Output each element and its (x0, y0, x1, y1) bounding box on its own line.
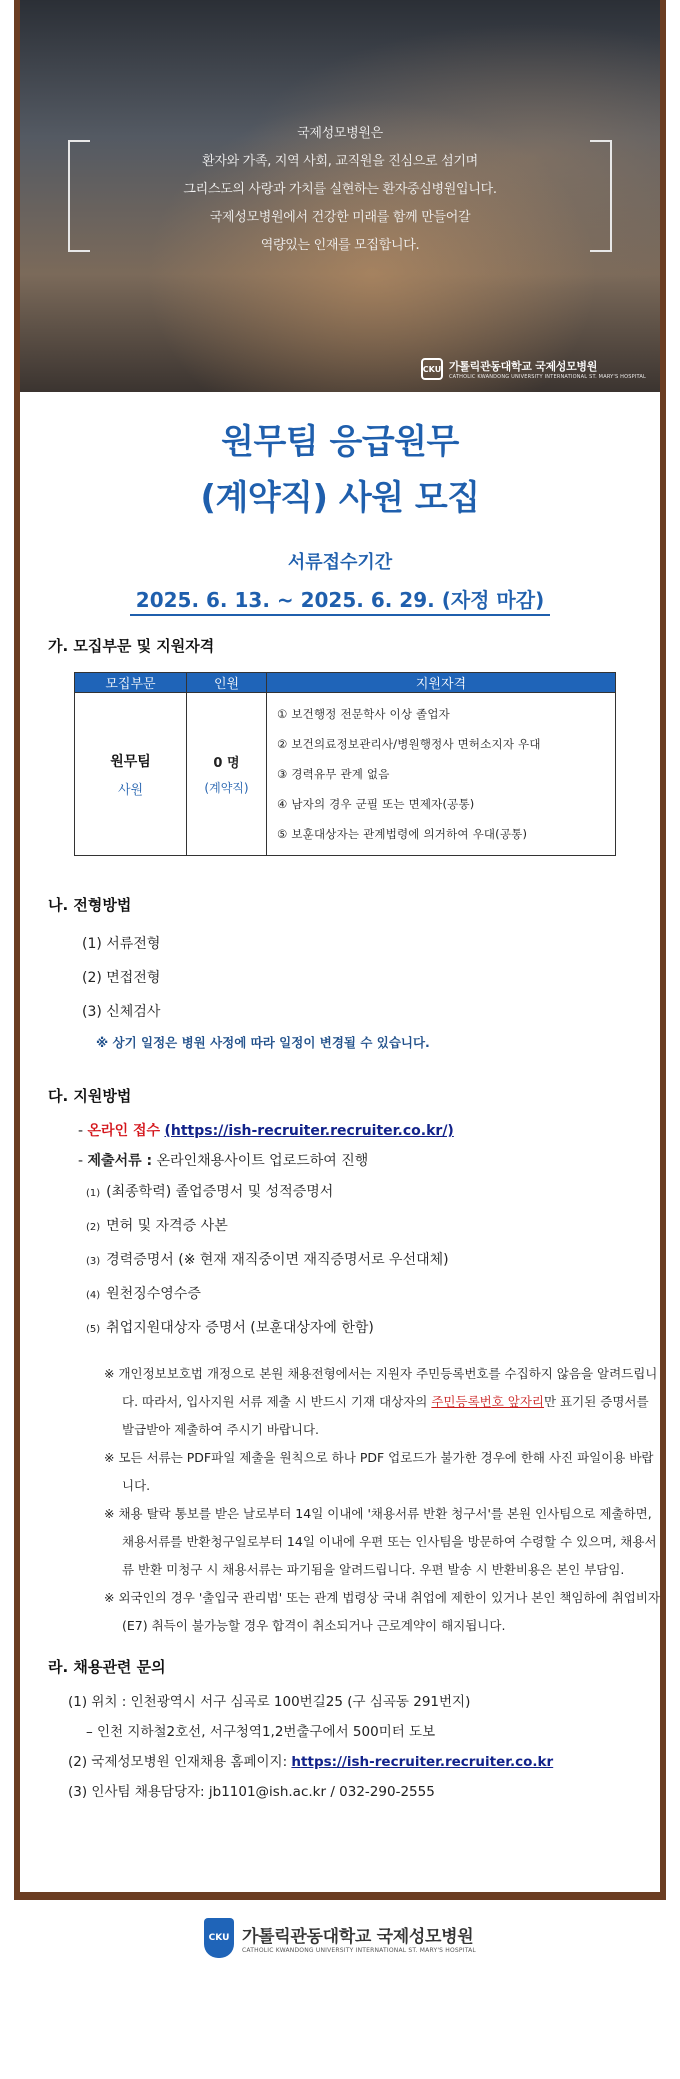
online-apply-line (78, 1116, 660, 1146)
count-value: 0 명 (213, 756, 240, 771)
dash: - (78, 1153, 88, 1169)
contact-homepage: (2) 국제성모병원 인재채용 홈페이지: https://ish-recruiter.recruiter.co.kr (68, 1754, 554, 1770)
notice-return: ※ 채용 탈락 통보를 받은 날로부터 14일 이내에 '채용서류 반환 청구서'를 본원 인사팀으로 제출하면, 채용서류를 반환청구일로부터 14일 이내에 우편 또는 인사팀을 방문하여 수령할 수 있으며, 채용서류 반환 미청구 시 채용서류는 파기됨을 알려드립니다. 우편 발송 시 반환비용은 본인 부담임. (104, 1506, 657, 1577)
period-label: 서류접수기간 (287, 552, 393, 573)
notices (104, 1360, 660, 1640)
intro-line: 그리스도의 사랑과 가치를 실현하는 환자중심병원입니다. (183, 182, 497, 197)
intro-line: 환자와 가족, 지역 사회, 교직원을 진심으로 섬기며 (202, 154, 478, 169)
document-item: (5) 취업지원대상자 증명서 (보훈대상자에 한함) (86, 1320, 374, 1336)
footer-hospital-name-en: CATHOLIC KWANDONG UNIVERSITY INTERNATIONAL ST. MARY'S HOSPITAL (242, 1947, 476, 1954)
homepage-link[interactable]: https://ish-recruiter.recruiter.co.kr (291, 1754, 554, 1770)
schedule-note: ※ 상기 일정은 병원 사정에 따라 일정이 변경될 수 있습니다. (96, 1035, 430, 1050)
footer-hospital-name: 가톨릭관동대학교 국제성모병원 (242, 1927, 474, 1947)
table-header: 지원자격 (267, 673, 616, 693)
qualification-item: ② 보건의료정보관리사/병원행정사 면허소지자 우대 (277, 737, 541, 751)
section-heading: 라. 채용관련 문의 (48, 1658, 166, 1676)
qualification-item: ④ 남자의 경우 군필 또는 면제자(공통) (277, 797, 475, 811)
qualifications-cell (267, 693, 616, 856)
online-apply-label: 온라인 접수 (87, 1123, 161, 1139)
docs-text: 온라인채용사이트 업로드하여 진행 (152, 1153, 369, 1169)
hospital-emblem-icon: CKU (204, 1918, 234, 1958)
requirements-table (74, 672, 616, 856)
document-item: (1) (최종학력) 졸업증명서 및 성적증명서 (86, 1184, 334, 1200)
dash: - (78, 1123, 88, 1139)
step-item: (3) 신체검사 (82, 1004, 161, 1020)
hero-banner (20, 0, 660, 392)
dept-name: 원무팀 (110, 753, 151, 770)
title-line: 원무팀 응급원무 (221, 422, 459, 462)
section-heading: 다. 지원방법 (48, 1087, 132, 1105)
hospital-name-en: CATHOLIC KWANDONG UNIVERSITY INTERNATIONAL ST. MARY'S HOSPITAL (448, 374, 646, 380)
period (20, 584, 660, 613)
dept-sub: 사원 (117, 782, 144, 798)
online-apply-link[interactable]: (https://ish-recruiter.recruiter.co.kr/) (164, 1123, 454, 1139)
notice-foreigner: ※ 외국인의 경우 '출입국 관리법' 또는 관계 법령상 국내 취업에 제한이 있거나 본인 책임하에 취업비자(E7) 취득이 불가능할 경우 합격이 취소되거나 근로계약이 해지됩니다. (104, 1590, 660, 1633)
period-value: 2025. 6. 13. ~ 2025. 6. 29. (자정 마감) (130, 588, 550, 616)
count-cell (187, 693, 267, 856)
documents-list (86, 1176, 660, 1346)
notice-pdf: ※ 모든 서류는 PDF파일 제출을 원칙으로 하나 PDF 업로드가 불가한 경우에 한해 사진 파일이용 바랍니다. (104, 1450, 654, 1493)
document-item: (4) 원천징수영수증 (86, 1286, 201, 1302)
hospital-name: 가톨릭관동대학교 국제성모병원 (448, 360, 598, 373)
contact-location: (1) 위치 : 인천광역시 서구 심곡로 100번길25 (구 심곡동 291번지) (68, 1694, 471, 1710)
page-title (20, 414, 660, 526)
count-sub: (계약직) (204, 781, 249, 795)
hero-intro (20, 120, 660, 260)
title-line: (계약직) 사원 모집 (200, 478, 480, 518)
document-item: (3) 경력증명서 (※ 현재 재직중이면 재직증명서로 우선대체) (86, 1252, 449, 1268)
notice-privacy: ※ 개인정보보호법 개정으로 본원 채용전형에서는 지원자 주민등록번호를 수집하지 않음을 알려드립니다. 따라서, 입사지원 서류 제출 시 반드시 기재 대상자의 주민등록번호 앞자리만 표기된 증명서를 발급받아 제출하여 주시기 바랍니다. (104, 1366, 658, 1437)
apply-methods (78, 1116, 660, 1176)
docs-line (78, 1146, 660, 1176)
step-item: (1) 서류전형 (82, 936, 161, 952)
selection-steps (82, 927, 660, 1029)
poster-body (20, 0, 660, 1892)
contact-person: (3) 인사팀 채용담당자: jb1101@ish.ac.kr / 032-290-2555 (68, 1784, 435, 1800)
footer-logo (0, 1918, 680, 1958)
table-header: 인원 (187, 673, 267, 693)
hospital-logo (421, 356, 646, 382)
highlight-text: 주민등록번호 앞자리 (431, 1394, 545, 1409)
docs-label: 제출서류 : (87, 1153, 153, 1169)
contact-directions: – 인천 지하철2호선, 서구청역1,2번출구에서 500미터 도보 (86, 1724, 436, 1740)
table-header: 모집부문 (75, 673, 187, 693)
step-item: (2) 면접전형 (82, 970, 161, 986)
intro-line: 역량있는 인재를 모집합니다. (260, 238, 420, 253)
qualification-item: ⑤ 보훈대상자는 관계법령에 의거하여 우대(공통) (277, 827, 528, 841)
intro-line: 국제성모병원은 (297, 126, 383, 141)
section-heading: 가. 모집부문 및 지원자격 (48, 637, 215, 655)
hospital-emblem-icon: CKU (421, 358, 443, 380)
qualification-item: ① 보건행정 전문학사 이상 졸업자 (277, 707, 450, 721)
qualification-item: ③ 경력유무 관계 없음 (277, 767, 390, 781)
document-item: (2) 면허 및 자격증 사본 (86, 1218, 228, 1234)
poster-frame (14, 0, 666, 1900)
dept-cell (75, 693, 187, 856)
contact-info (68, 1687, 660, 1807)
section-heading: 나. 전형방법 (48, 896, 132, 914)
intro-line: 국제성모병원에서 건강한 미래를 함께 만들어갈 (209, 210, 471, 225)
